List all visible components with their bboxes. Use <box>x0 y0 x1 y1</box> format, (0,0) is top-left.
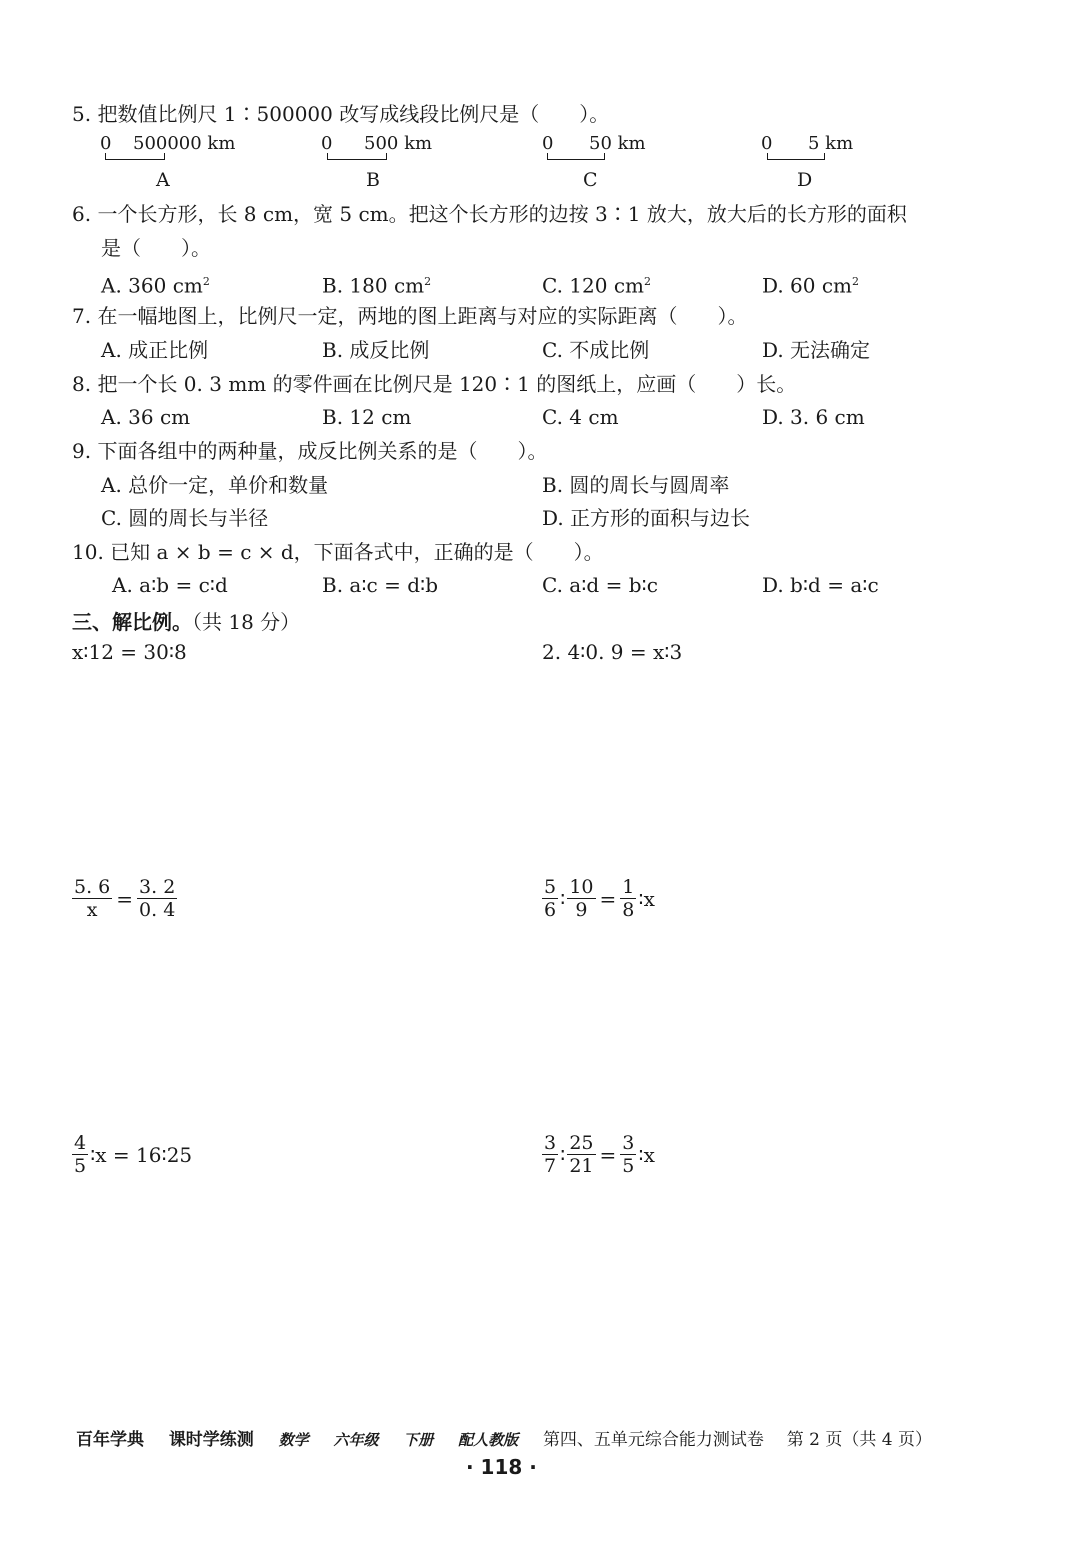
scale-bar <box>327 153 387 160</box>
numerator: 4 <box>74 1132 87 1154</box>
q10-option-a[interactable]: A. a∶b = c∶d <box>112 573 228 597</box>
q6-option-a[interactable] <box>101 270 210 298</box>
question-5-stem: 5. 把数值比例尺 1∶500000 改写成线段比例尺是（ ）。 <box>72 102 610 126</box>
equation-tail: ∶x <box>638 886 655 911</box>
question-6-stem-cont: 是（ ）。 <box>101 236 211 260</box>
footer-edition: 配人教版 <box>458 1431 519 1449</box>
equals-sign: = <box>599 1142 617 1167</box>
scale-bar <box>105 153 165 160</box>
footer-volume: 下册 <box>403 1431 434 1449</box>
page-footer <box>76 1429 932 1451</box>
denominator: x <box>86 899 98 921</box>
q9-option-c[interactable]: C. 圆的周长与半径 <box>101 506 269 530</box>
footer-test-name: 第四、五单元综合能力测试卷 <box>542 1430 764 1450</box>
q10-option-d[interactable]: D. b∶d = a∶c <box>762 573 879 597</box>
q9-option-d[interactable]: D. 正方形的面积与边长 <box>542 506 751 530</box>
question-9-stem: 9. 下面各组中的两种量，成反比例关系的是（ ）。 <box>72 439 548 463</box>
question-7-stem: 7. 在一幅地图上，比例尺一定，两地的图上距离与对应的实际距离（ ）。 <box>72 304 748 328</box>
fraction <box>620 1132 636 1177</box>
q6-option-b[interactable] <box>322 270 431 298</box>
equation-1: x∶12 = 30∶8 <box>72 640 187 664</box>
equation-3 <box>72 876 177 921</box>
equals-sign: = <box>116 886 134 911</box>
footer-brand: 百年学典 <box>76 1430 144 1450</box>
section-score: （共 18 分） <box>192 610 301 634</box>
fraction <box>542 1132 558 1177</box>
ratio-colon: ∶ <box>560 886 566 911</box>
numerator: 25 <box>569 1132 594 1154</box>
q6-option-c[interactable] <box>542 270 651 298</box>
numerator: 5 <box>544 876 557 898</box>
footer-grade: 六年级 <box>333 1431 379 1449</box>
denominator: 7 <box>544 1155 557 1177</box>
option-letter: D <box>797 169 813 191</box>
denominator: 9 <box>575 899 588 921</box>
fraction <box>542 876 558 921</box>
q7-option-a[interactable]: A. 成正比例 <box>101 338 209 362</box>
numerator: 3 <box>544 1132 557 1154</box>
denominator: 21 <box>569 1155 594 1177</box>
q7-option-c[interactable]: C. 不成比例 <box>542 338 650 362</box>
fraction <box>620 876 636 921</box>
scale-value: 500 km <box>364 133 433 154</box>
scale-value: 5 km <box>808 133 854 154</box>
question-10-stem: 10. 已知 a × b = c × d，下面各式中，正确的是（ ）。 <box>72 540 604 564</box>
superscript: 2 <box>424 275 432 288</box>
q10-option-b[interactable]: B. a∶c = d∶b <box>322 573 439 597</box>
q8-option-b[interactable]: B. 12 cm <box>322 405 412 429</box>
q7-option-d[interactable]: D. 无法确定 <box>762 338 871 362</box>
superscript: 2 <box>202 275 210 288</box>
scale-value: 500000 km <box>133 133 236 154</box>
option-text: C. 120 cm <box>542 273 645 298</box>
numerator: 10 <box>569 876 594 898</box>
fraction <box>567 1132 595 1177</box>
numerator: 3 <box>622 1132 635 1154</box>
question-6-stem: 6. 一个长方形，长 8 cm，宽 5 cm。把这个长方形的边按 3∶1 放大，放大后的长方形的面积 <box>72 202 907 226</box>
scale-bar <box>767 153 825 160</box>
equation-6 <box>542 1132 655 1177</box>
fraction <box>72 876 112 921</box>
q9-option-a[interactable]: A. 总价一定，单价和数量 <box>101 473 329 497</box>
denominator: 8 <box>622 899 635 921</box>
option-text: D. 60 cm <box>762 273 853 298</box>
option-letter: B <box>366 169 380 191</box>
option-letter: C <box>583 169 598 191</box>
scale-value: 50 km <box>589 133 646 154</box>
option-text: A. 360 cm <box>101 273 203 298</box>
superscript: 2 <box>852 275 860 288</box>
q6-option-d[interactable] <box>762 270 859 298</box>
section-3-heading <box>72 606 300 635</box>
fraction <box>72 1132 88 1177</box>
q7-option-b[interactable]: B. 成反比例 <box>322 338 430 362</box>
q8-option-c[interactable]: C. 4 cm <box>542 405 619 429</box>
denominator: 6 <box>544 899 557 921</box>
numerator: 1 <box>622 876 635 898</box>
page-number: · 118 · <box>466 1455 537 1479</box>
denominator: 5 <box>622 1155 635 1177</box>
q9-option-b[interactable]: B. 圆的周长与圆周率 <box>542 473 730 497</box>
scale-zero: 0 <box>100 133 112 154</box>
q8-option-a[interactable]: A. 36 cm <box>101 405 191 429</box>
equation-tail: ∶x <box>638 1142 655 1167</box>
fraction <box>137 876 177 921</box>
section-title: 三、解比例。 <box>72 610 192 634</box>
option-text: B. 180 cm <box>322 273 425 298</box>
scale-bar <box>547 153 605 160</box>
q8-option-d[interactable]: D. 3. 6 cm <box>762 405 865 429</box>
footer-series: 课时学练测 <box>168 1430 254 1450</box>
equation-tail: ∶x = 16∶25 <box>90 1142 193 1167</box>
superscript: 2 <box>644 275 652 288</box>
equation-4 <box>542 876 655 921</box>
numerator: 3. 2 <box>139 876 176 898</box>
scale-zero: 0 <box>761 133 773 154</box>
footer-page-info: 第 2 页（共 4 页） <box>786 1430 932 1450</box>
equation-2: 2. 4∶0. 9 = x∶3 <box>542 640 683 664</box>
question-8-stem: 8. 把一个长 0. 3 mm 的零件画在比例尺是 120∶1 的图纸上，应画（ ）长。 <box>72 372 797 396</box>
denominator: 5 <box>74 1155 87 1177</box>
equation-5 <box>72 1132 192 1177</box>
fraction <box>567 876 595 921</box>
ratio-colon: ∶ <box>560 1142 566 1167</box>
scale-zero: 0 <box>321 133 333 154</box>
numerator: 5. 6 <box>74 876 111 898</box>
equals-sign: = <box>599 886 617 911</box>
option-letter: A <box>156 169 170 191</box>
footer-subject: 数学 <box>278 1431 309 1449</box>
q10-option-c[interactable]: C. a∶d = b∶c <box>542 573 658 597</box>
denominator: 0. 4 <box>139 899 176 921</box>
scale-zero: 0 <box>542 133 554 154</box>
